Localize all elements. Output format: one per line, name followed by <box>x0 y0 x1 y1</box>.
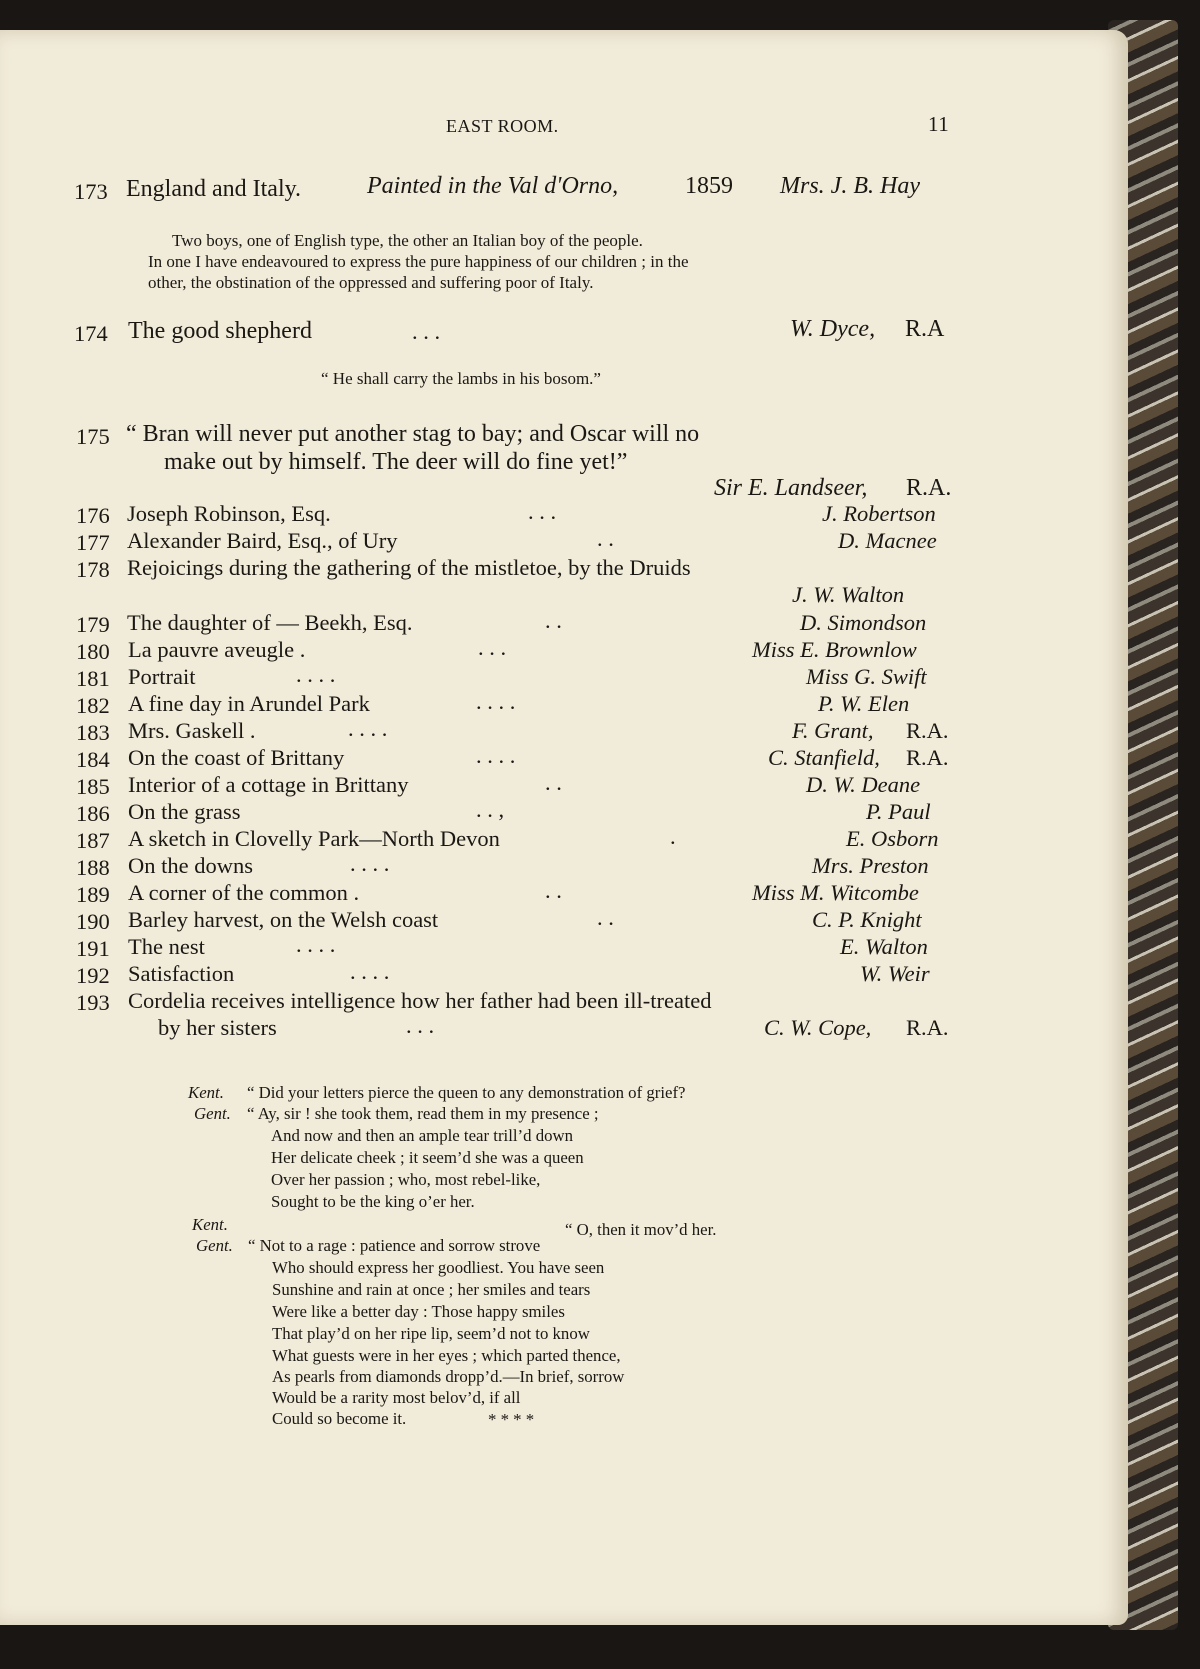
entry-number: 176 <box>76 503 110 528</box>
leader-dots: . . , <box>476 797 505 822</box>
quote-line: Sought to be the king o’er her. <box>271 1192 475 1211</box>
leader-dots: . . . . <box>296 932 336 957</box>
leader-dots: . <box>670 824 676 849</box>
entry-title: Alexander Baird, Esq., of Ury <box>127 528 398 553</box>
entry-artist: J. Robertson <box>822 501 936 526</box>
entry-number: 185 <box>76 774 110 799</box>
entry-note: other, the obstination of the oppressed and suffering poor of Italy. <box>148 273 594 292</box>
entry-artist: D. Simondson <box>800 610 927 635</box>
entry-number: 183 <box>76 720 110 745</box>
entry-title: Interior of a cottage in Brittany <box>128 772 409 797</box>
entry-artist: W. Weir <box>860 961 930 986</box>
entry-number: 182 <box>76 693 110 718</box>
entry-title: A fine day in Arundel Park <box>128 691 370 716</box>
entry-title: On the grass <box>128 799 241 824</box>
entry-subtitle: Painted in the Val d'Orno, <box>367 173 619 199</box>
catalogue-page <box>0 30 1128 1625</box>
quote-speaker: Gent. <box>194 1104 231 1123</box>
entry-number: 178 <box>76 557 110 582</box>
entry-artist-suffix: R.A. <box>906 475 952 501</box>
quote-line: Who should express her goodliest. You have seen <box>272 1258 605 1277</box>
entry-artist: D. Macnee <box>838 528 937 553</box>
leader-dots: . . . <box>478 635 507 660</box>
entry-number: 180 <box>76 639 110 664</box>
entry-artist: C. Stanfield, <box>768 745 880 770</box>
entry-artist: D. W. Deane <box>806 772 921 797</box>
entry-number: 173 <box>74 179 108 204</box>
entry-title: The good shepherd <box>128 318 312 344</box>
entry-artist: E. Walton <box>840 934 928 959</box>
entry-artist-suffix: R.A. <box>906 745 949 770</box>
entry-note: Two boys, one of English type, the other an Italian boy of the people. <box>172 231 643 250</box>
leader-dots: . . <box>545 770 562 795</box>
entry-artist: P. Paul <box>866 799 931 824</box>
quote-line: “ O, then it mov’d her. <box>565 1220 717 1239</box>
entry-note: In one I have endeavoured to express the pure happiness of our children ; in the <box>148 252 689 271</box>
leader-dots: . . . . <box>348 716 388 741</box>
entry-artist: Miss M. Witcombe <box>752 880 919 905</box>
quote-speaker: Kent. <box>188 1083 224 1102</box>
quote-line: What guests were in her eyes ; which parted thence, <box>272 1346 621 1365</box>
entry-artist-suffix: R.A <box>905 316 945 342</box>
entry-title: Cordelia receives intelligence how her father had been ill-treated <box>128 988 712 1013</box>
entry-number: 193 <box>76 990 110 1015</box>
quote-line: That play’d on her ripe lip, seem’d not to know <box>272 1324 590 1343</box>
entry-number: 188 <box>76 855 110 880</box>
leader-dots: . . . . <box>476 743 516 768</box>
entry-artist-suffix: R.A. <box>906 1015 949 1040</box>
entry-artist: C. P. Knight <box>812 907 922 932</box>
entry-title: Barley harvest, on the Welsh coast <box>128 907 439 932</box>
entry-number: 192 <box>76 963 110 988</box>
leader-dots: . . . . <box>350 851 390 876</box>
entry-artist: F. Grant, <box>792 718 874 743</box>
leader-dots: . . . . <box>296 662 336 687</box>
entry-year: 1859 <box>685 173 733 199</box>
entry-title: Portrait <box>128 664 196 689</box>
entry-title: Satisfaction <box>128 961 235 986</box>
quote-line: “ Ay, sir ! she took them, read them in my presence ; <box>247 1104 599 1123</box>
entry-number: 179 <box>76 612 110 637</box>
leader-dots: . . . . <box>350 959 390 984</box>
entry-title: Rejoicings during the gathering of the mistletoe, by the Druids <box>127 555 691 580</box>
leader-dots: . . . . <box>476 689 516 714</box>
entry-title: On the downs <box>128 853 253 878</box>
entry-artist: P. W. Elen <box>818 691 910 716</box>
entry-artist: J. W. Walton <box>792 582 905 607</box>
entry-note: “ He shall carry the lambs in his bosom.” <box>321 369 601 388</box>
entry-title: Joseph Robinson, Esq. <box>127 501 331 526</box>
entry-artist: E. Osborn <box>846 826 939 851</box>
quote-line: “ Did your letters pierce the queen to any demonstration of grief? <box>247 1083 686 1102</box>
quote-line: And now and then an ample tear trill’d down <box>271 1126 573 1145</box>
quote-speaker: Gent. <box>196 1236 233 1255</box>
entry-number: 175 <box>76 424 110 449</box>
asterisks: * * * * <box>488 1410 535 1429</box>
entry-artist: W. Dyce, <box>790 316 876 342</box>
entry-number: 174 <box>74 321 108 346</box>
leader-dots: . . <box>597 526 614 551</box>
entry-title: A sketch in Clovelly Park—North Devon <box>128 826 500 851</box>
page-header: EAST ROOM. <box>446 116 559 136</box>
leader-dots: . . . <box>528 499 557 524</box>
entry-artist: Miss G. Swift <box>806 664 927 689</box>
page-number: 11 <box>928 112 950 136</box>
entry-number: 181 <box>76 666 110 691</box>
quote-line: Her delicate cheek ; it seem’d she was a queen <box>271 1148 584 1167</box>
entry-artist: Mrs. Preston <box>812 853 929 878</box>
entry-title: The daughter of — Beekh, Esq. <box>127 610 413 635</box>
entry-artist: C. W. Cope, <box>764 1015 872 1040</box>
entry-artist: Sir E. Landseer, <box>714 475 868 501</box>
entry-title: The nest <box>128 934 205 959</box>
entry-title: On the coast of Brittany <box>128 745 345 770</box>
quote-speaker: Kent. <box>192 1215 228 1234</box>
entry-number: 177 <box>76 530 110 555</box>
quote-line: As pearls from diamonds dropp’d.—In brief, sorrow <box>272 1367 625 1386</box>
entry-title: “ Bran will never put another stag to bay; and Oscar will no <box>126 421 700 447</box>
entry-number: 191 <box>76 936 110 961</box>
leader-dots: . . <box>545 878 562 903</box>
quote-line: Could so become it. <box>272 1409 407 1428</box>
entry-number: 184 <box>76 747 110 772</box>
entry-title: Mrs. Gaskell . <box>128 718 256 743</box>
entry-title-cont: by her sisters <box>158 1015 277 1040</box>
entry-number: 189 <box>76 882 110 907</box>
quote-line: Sunshine and rain at once ; her smiles and tears <box>272 1280 591 1299</box>
entry-title: England and Italy. <box>126 176 302 202</box>
quote-line: Over her passion ; who, most rebel-like, <box>271 1170 541 1189</box>
entry-number: 190 <box>76 909 110 934</box>
quote-line: Were like a better day : Those happy smiles <box>272 1302 565 1321</box>
entry-artist-suffix: R.A. <box>906 718 949 743</box>
quote-line: “ Not to a rage : patience and sorrow strove <box>248 1236 541 1255</box>
entry-artist: Miss E. Brownlow <box>752 637 917 662</box>
entry-artist: Mrs. J. B. Hay <box>780 173 920 199</box>
leader-dots: . . . <box>406 1013 435 1038</box>
entry-title: La pauvre aveugle . <box>128 637 306 662</box>
leader-dots: . . <box>545 608 562 633</box>
leader-dots: . . . <box>412 319 441 344</box>
entry-number: 186 <box>76 801 110 826</box>
entry-number: 187 <box>76 828 110 853</box>
entry-title: A corner of the common . <box>128 880 360 905</box>
entry-title-cont: make out by himself. The deer will do fine yet!” <box>164 449 628 475</box>
quote-line: Would be a rarity most belov’d, if all <box>272 1388 521 1407</box>
leader-dots: . . <box>597 905 614 930</box>
